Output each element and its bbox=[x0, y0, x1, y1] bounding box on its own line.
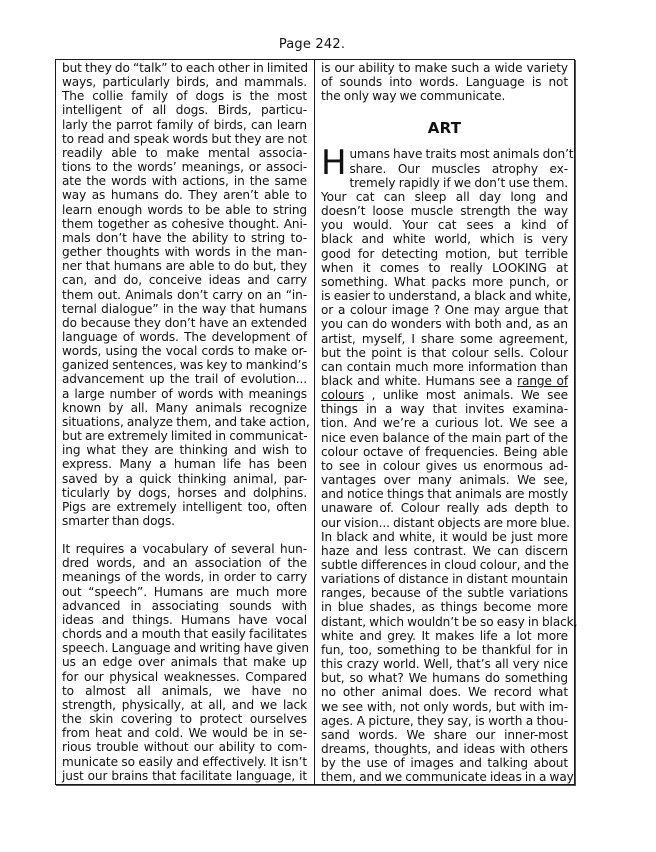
text-line: smarter than dogs. bbox=[62, 514, 175, 528]
text-line: to read and speak words but they are not bbox=[62, 131, 307, 146]
text-line: known by all. Many animals recognize bbox=[62, 400, 307, 415]
text-line: something. What packs more punch, or bbox=[321, 274, 568, 289]
text-line: The collie family of dogs is the most bbox=[62, 89, 307, 104]
text-line: municate so easily and effectively. It isn’t bbox=[62, 754, 307, 769]
text-line: haze and less contrast. We can discern bbox=[321, 543, 568, 558]
text-line: to almost all animals, we have no bbox=[62, 683, 307, 698]
text-line: tions to the words’ meanings, or associ- bbox=[62, 160, 307, 175]
text-line: ner that humans are able to do but, they bbox=[62, 259, 307, 274]
left-paragraph-1 bbox=[62, 61, 310, 528]
text-line: doesn’t loose muscle strength the way bbox=[321, 204, 568, 219]
text-line: is easier to understand, a black and white, bbox=[321, 289, 572, 304]
text-line: when it comes to really LOOKING at bbox=[321, 260, 568, 275]
text-line: is our ability to make such a wide variety bbox=[321, 61, 568, 75]
text-line: the skin covering to protect ourselves bbox=[62, 712, 307, 727]
text-line: learn enough words to be able to string bbox=[62, 202, 307, 217]
right-intro-paragraph bbox=[321, 61, 568, 103]
text-line: them together as cohesive thought. Ani- bbox=[62, 216, 307, 231]
text-line: black and white. Humans see a range of bbox=[321, 373, 568, 388]
text-line: ing what they are thinking and wish to bbox=[62, 443, 307, 458]
text-line: this crazy world. Well, that’s all very nice bbox=[321, 657, 568, 672]
left-paragraph-2 bbox=[62, 542, 307, 783]
text-line: situations, analyze them, and take action, bbox=[62, 414, 310, 429]
text-line: unaware of. Colour really ads depth to bbox=[321, 501, 568, 516]
text-line: It requires a vocabulary of several hun- bbox=[62, 542, 307, 557]
text-line: sand words. We share our inner-most bbox=[321, 727, 568, 742]
text-line: speech. Language and writing have given bbox=[62, 641, 309, 656]
text-line: colour octave of frequencies. Being able bbox=[321, 444, 568, 459]
text-line: you would. Your cat sees a kind of bbox=[321, 218, 568, 233]
text-line: vantages over many animals. We see, bbox=[321, 473, 568, 488]
drop-cap: H bbox=[321, 143, 347, 184]
text-line: but they do “talk” to each other in limited bbox=[62, 61, 308, 75]
text-line: to see in colour gives us enormous ad- bbox=[321, 458, 568, 473]
text-line: tion. And we’re a curious lot. We see a bbox=[321, 416, 568, 431]
text-line: ideas and things. Humans have vocal bbox=[62, 612, 307, 627]
text-line: them, and we communicate ideas in a way bbox=[321, 770, 574, 785]
text-line: language of words. The development of bbox=[62, 329, 307, 344]
text-line: tremely rapidly if we don’t use them. bbox=[349, 175, 568, 190]
paragraph-gap bbox=[62, 528, 307, 542]
text-line: gether thoughts with words in the man- bbox=[62, 245, 307, 260]
section-heading-art: ART bbox=[427, 119, 462, 138]
text-line: or a colour image ? One may argue that bbox=[321, 303, 568, 318]
text-line: them out. Animals don’t carry on an “in- bbox=[62, 287, 307, 302]
text-line: share. Our muscles atrophy ex- bbox=[349, 161, 568, 176]
text-line: rious trouble without our ability to com- bbox=[62, 740, 307, 755]
text-line: our vision... distant objects are more blue. bbox=[321, 515, 570, 530]
text-line: by the use of images and talking about bbox=[321, 756, 568, 771]
text-line: but are extremely limited in communicat- bbox=[62, 429, 308, 444]
text-line: dreams, thoughts, and ideas with others bbox=[321, 742, 568, 757]
text-line: ate the words with actions, in the same bbox=[62, 174, 307, 189]
text-line: ticularly by dogs, horses and dolphins. bbox=[62, 485, 307, 500]
text-line: chords and a mouth that easily facilitates bbox=[62, 627, 307, 642]
text-line: colours , unlike most animals. We see bbox=[321, 388, 568, 403]
text-line: ternal dialogue” in the way that humans bbox=[62, 301, 307, 316]
text-line: advanced in associating sounds with bbox=[62, 598, 307, 613]
text-line: artist, myself, I share some agreement, bbox=[321, 331, 568, 346]
text-line: advancement up the trail of evolution... bbox=[62, 372, 307, 387]
text-line: for our physical weaknesses. Compared bbox=[62, 669, 307, 684]
underlined-phrase-range-of: range of bbox=[517, 373, 568, 388]
art-paragraph bbox=[321, 143, 578, 785]
text-line: but the point is that colour sells. Colour bbox=[321, 345, 568, 360]
text-line: you can do wonders with both and, as an bbox=[321, 317, 568, 332]
page-number: Page 242. bbox=[278, 37, 346, 52]
text-line: white and grey. It makes life a lot more bbox=[321, 628, 568, 643]
text-line: ganized sentences, was key to mankind’s bbox=[62, 358, 308, 373]
text-line: the only way we communicate. bbox=[321, 89, 506, 104]
text-line: subtle differences in cloud colour, and the bbox=[321, 558, 569, 572]
text-line: out “speech”. Humans are much more bbox=[62, 584, 307, 599]
text-line: no other animal does. We record what bbox=[321, 685, 568, 700]
text-line: fun, too, something to be thankful for in bbox=[321, 642, 568, 657]
text-line: just our brains that facilitate language, it bbox=[62, 768, 307, 783]
underlined-phrase-colours: colours bbox=[321, 388, 365, 403]
text-line: can, and do, conceive ideas and carry bbox=[62, 273, 307, 288]
text-line: ranges, because of the subtle variations bbox=[321, 586, 568, 601]
text-line: things in a way that invites examina- bbox=[321, 402, 568, 417]
text-line: words, using the vocal cords to make or- bbox=[62, 344, 307, 359]
text-line: do because they don’t have an extended bbox=[62, 315, 307, 330]
text-line: larly the parrot family of birds, can learn bbox=[62, 117, 307, 132]
text-line: we see with, not only words, but with im- bbox=[321, 699, 568, 714]
column-divider bbox=[314, 59, 315, 785]
text-line: way as humans do. They aren’t able to bbox=[62, 188, 307, 203]
text-line: In black and white, it would be just more bbox=[321, 529, 568, 544]
text-line: intelligent of all dogs. Birds, particu- bbox=[62, 103, 307, 118]
text-line: variations of distance in distant mountain bbox=[321, 572, 568, 587]
text-line: black and white world, which is very bbox=[321, 232, 568, 247]
text-line: ages. A picture, they say, is worth a thou- bbox=[321, 713, 568, 728]
text-line: us an edge over animals that make up bbox=[62, 655, 307, 670]
right-column bbox=[321, 61, 578, 785]
text-line: and notice things that animals are mostly bbox=[321, 487, 568, 502]
text-line: a large number of words with meanings bbox=[62, 386, 307, 401]
text-line: can contain much more information than bbox=[321, 359, 568, 374]
left-column bbox=[62, 61, 310, 783]
text-line: umans have traits most animals don’t bbox=[349, 147, 574, 162]
text-line: readily able to make mental associa- bbox=[62, 145, 307, 160]
text-line: Your cat can sleep all day long and bbox=[321, 189, 568, 204]
text-line: in blue shades, as things become more bbox=[321, 600, 568, 615]
text-line: mals don’t have the ability to string to- bbox=[62, 230, 307, 245]
text-line: saved by a quick thinking animal, par- bbox=[62, 471, 307, 486]
text-line: Pigs are extremely intelligent too, often bbox=[62, 499, 307, 514]
text-line: but, so what? We humans do something bbox=[321, 671, 568, 686]
text-line: dred words, and an association of the bbox=[62, 556, 307, 571]
text-line: from heat and cold. We would be in se- bbox=[62, 726, 307, 741]
text-line: of sounds into words. Language is not bbox=[321, 75, 568, 90]
text-line: express. Many a human life has been bbox=[62, 457, 307, 472]
text-line: good for detecting motion, but terrible bbox=[321, 246, 568, 261]
text-line: nice even balance of the main part of the bbox=[321, 430, 568, 445]
text-line: strength, physically, at all, and we lack bbox=[62, 697, 307, 712]
text-line: ways, particularly birds, and mammals. bbox=[62, 75, 307, 90]
text-line: distant, which wouldn’t be so easy in black, bbox=[321, 614, 578, 629]
text-line: meanings of the words, in order to carry bbox=[62, 570, 307, 585]
